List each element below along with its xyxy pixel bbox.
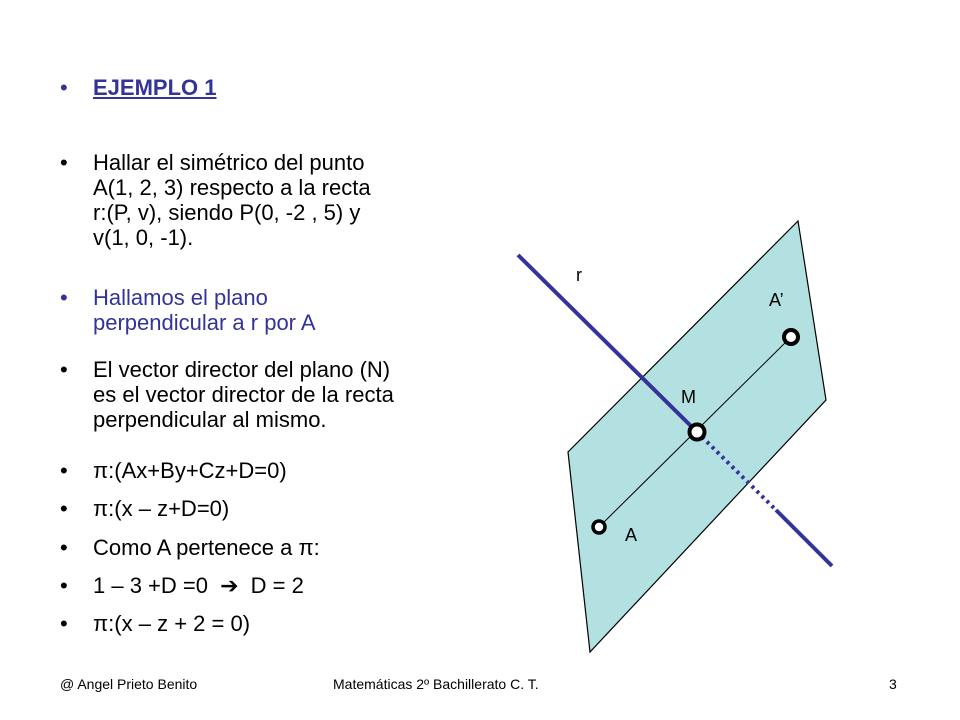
normal-vector-text: El vector director del plano (N) es el vector director de la recta perpendicular al mismo.: [93, 357, 394, 432]
solve-d-result: D = 2: [250, 573, 304, 598]
label-a-prime: A’: [769, 290, 784, 310]
bullet-dot: •: [60, 75, 68, 100]
footer-author: @ Angel Prieto Benito: [60, 676, 198, 692]
plane-partial-eq: π:(x – z+D=0): [93, 496, 230, 521]
bullet-dot: •: [60, 458, 68, 483]
bullet-dot: •: [60, 285, 68, 310]
bullet-dot: •: [60, 573, 68, 598]
solve-d-eq: 1 – 3 +D =0: [93, 573, 208, 598]
line-r-front: [518, 255, 697, 432]
bullet-dot: •: [60, 611, 68, 636]
footer-course: Matemáticas 2º Bachillerato C. T.: [333, 676, 539, 692]
plane-final-eq: π:(x – z + 2 = 0): [93, 611, 251, 636]
bullet-dot: •: [60, 357, 68, 382]
point-a-prime: [784, 330, 798, 344]
label-r: r: [576, 265, 582, 285]
footer-page-number: 3: [889, 676, 897, 692]
bullet-dot: •: [60, 150, 68, 175]
example-title[interactable]: EJEMPLO 1: [93, 75, 217, 100]
right-arrow-icon: ➔: [220, 573, 239, 598]
step-plane-text: Hallamos el plano perpendicular a r por A: [93, 285, 316, 335]
point-a: [593, 521, 605, 533]
bullet-dot: •: [60, 496, 68, 521]
bullet-dot: •: [60, 535, 68, 560]
point-m: [690, 425, 705, 440]
a-belongs-text: Como A pertenece a π:: [93, 535, 320, 560]
label-a: A: [625, 525, 638, 545]
label-m: M: [681, 387, 696, 407]
problem-statement: Hallar el simétrico del punto A(1, 2, 3) respecto a la recta r:(P, v), siendo P(0, -2 , 5) y v(1, 0, -1).: [93, 150, 371, 250]
plane-general-eq: π:(Ax+By+Cz+D=0): [93, 458, 287, 483]
line-r-back: [776, 510, 832, 566]
